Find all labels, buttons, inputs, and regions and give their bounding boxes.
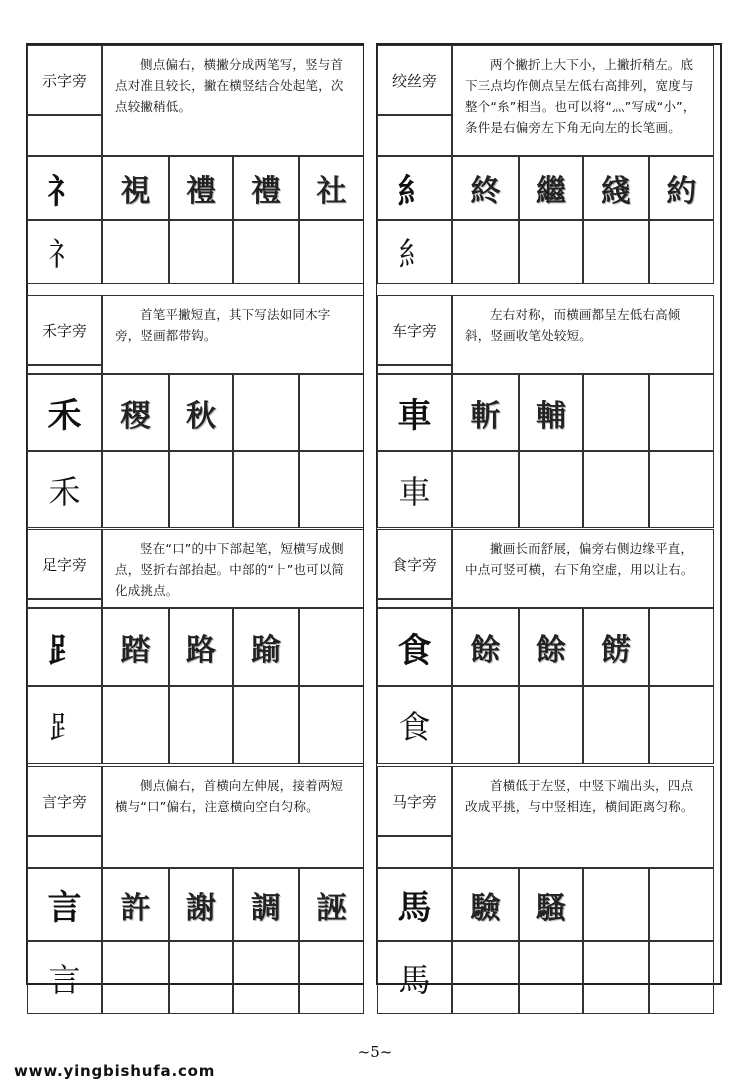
example-char: 餘 — [536, 633, 566, 668]
example-char-cell — [233, 156, 299, 220]
example-char: 踏 — [120, 633, 151, 668]
radical-description: 首笔平撇短直，其下写法如同木字旁，竖画都带钩。 — [102, 295, 364, 374]
radical-large-char: ⻊ — [27, 608, 102, 686]
practice-cell[interactable] — [452, 451, 519, 528]
example-char: 誣 — [316, 890, 347, 926]
radical-large-char: 禾 — [27, 374, 102, 451]
radical-large-char: 糹 — [377, 156, 452, 220]
example-char: 騷 — [536, 890, 566, 926]
practice-cell[interactable] — [649, 941, 714, 1014]
radical-large-char: 馬 — [377, 868, 452, 941]
example-char-cell — [649, 868, 714, 941]
practice-cell[interactable] — [233, 220, 299, 284]
practice-cell[interactable] — [233, 941, 299, 1014]
example-char-cell — [299, 156, 364, 220]
example-char-cell — [169, 156, 233, 220]
example-char: 稷 — [120, 398, 151, 434]
example-char-cell — [452, 156, 519, 220]
practice-cell[interactable] — [169, 451, 233, 528]
practice-cell[interactable] — [169, 686, 233, 764]
example-char: 許 — [120, 890, 151, 926]
radical-large-char: 言 — [27, 868, 102, 941]
practice-cell[interactable] — [169, 941, 233, 1014]
example-char: 綫 — [601, 174, 631, 209]
practice-cell[interactable] — [519, 941, 583, 1014]
example-char-cell — [452, 868, 519, 941]
practice-cell[interactable] — [169, 220, 233, 284]
example-char-cell — [583, 156, 649, 220]
practice-cell[interactable] — [649, 220, 714, 284]
radical-large-char: 礻 — [27, 156, 102, 220]
example-char: 斬 — [470, 398, 501, 434]
example-char: 終 — [470, 174, 501, 209]
radical-name-spacer — [377, 599, 452, 608]
example-char: 路 — [186, 633, 216, 668]
practice-cell[interactable] — [233, 686, 299, 764]
center-gutter — [363, 43, 377, 985]
practice-cell[interactable] — [583, 220, 649, 284]
example-char: 視 — [120, 174, 151, 209]
practice-cell[interactable] — [452, 686, 519, 764]
page-number: ~5~ — [357, 1043, 393, 1061]
example-char-cell — [233, 608, 299, 686]
radical-name-spacer — [27, 115, 102, 156]
example-char: 餘 — [470, 633, 501, 668]
example-char: 社 — [316, 174, 347, 209]
radical-name-spacer — [27, 365, 102, 374]
radical-practice-char: 糹 — [377, 220, 452, 284]
radical-practice-char: 車 — [377, 451, 452, 528]
radical-practice-char: 馬 — [377, 941, 452, 1014]
example-char: 謝 — [186, 890, 216, 926]
example-char: 秋 — [186, 398, 216, 434]
practice-cell[interactable] — [299, 941, 364, 1014]
radical-name: 食字旁 — [377, 529, 452, 599]
example-char-cell — [519, 374, 583, 451]
radical-name-spacer — [377, 836, 452, 868]
example-char-cell — [649, 374, 714, 451]
example-char-cell — [649, 608, 714, 686]
example-char-cell — [519, 156, 583, 220]
practice-cell[interactable] — [583, 686, 649, 764]
radical-practice-char: ⻊ — [27, 686, 102, 764]
radical-name: 绞丝旁 — [377, 45, 452, 115]
radical-name: 足字旁 — [27, 529, 102, 599]
radical-name: 马字旁 — [377, 766, 452, 836]
example-char: 調 — [251, 890, 281, 926]
practice-cell[interactable] — [452, 220, 519, 284]
practice-cell[interactable] — [519, 220, 583, 284]
radical-name: 车字旁 — [377, 295, 452, 365]
example-char-cell — [169, 374, 233, 451]
example-char-cell — [299, 868, 364, 941]
example-char-cell — [519, 868, 583, 941]
practice-cell[interactable] — [649, 451, 714, 528]
radical-practice-char: 食 — [377, 686, 452, 764]
radical-name-spacer — [377, 115, 452, 156]
radical-name-spacer — [27, 836, 102, 868]
example-char-cell — [169, 608, 233, 686]
radical-name: 禾字旁 — [27, 295, 102, 365]
radical-practice-char: 礻 — [27, 220, 102, 284]
practice-cell[interactable] — [299, 686, 364, 764]
radical-name: 示字旁 — [27, 45, 102, 115]
example-char: 禮 — [251, 174, 281, 209]
example-char-cell — [519, 608, 583, 686]
practice-cell[interactable] — [102, 941, 169, 1014]
example-char: 餝 — [601, 633, 631, 668]
example-char: 輔 — [536, 398, 566, 434]
website-url: www.yingbishufa.com — [14, 1062, 216, 1080]
practice-cell[interactable] — [102, 220, 169, 284]
example-char-cell — [102, 156, 169, 220]
example-char-cell — [102, 374, 169, 451]
radical-name: 言字旁 — [27, 766, 102, 836]
example-char-cell — [299, 608, 364, 686]
example-char: 約 — [666, 174, 697, 209]
radical-description: 侧点偏右，首横向左伸展，接着两短横与“口”偏右，注意横向空白匀称。 — [102, 766, 364, 868]
example-char-cell — [102, 868, 169, 941]
example-char-cell — [169, 868, 233, 941]
radical-description: 竖在“口”的中下部起笔，短横写成侧点，竖折右部抬起。中部的“⺊”也可以简化成挑点。 — [102, 529, 364, 608]
example-char: 踰 — [251, 633, 281, 668]
practice-cell[interactable] — [452, 941, 519, 1014]
radical-description: 左右对称，而横画都呈左低右高倾斜，竖画收笔处较短。 — [452, 295, 714, 374]
example-char-cell — [233, 374, 299, 451]
radical-practice-char: 言 — [27, 941, 102, 1014]
practice-cell[interactable] — [519, 451, 583, 528]
example-char-cell — [583, 608, 649, 686]
example-char-cell — [102, 608, 169, 686]
example-char: 驗 — [470, 890, 501, 926]
radical-name-spacer — [377, 365, 452, 374]
example-char-cell — [233, 868, 299, 941]
radical-large-char: 食 — [377, 608, 452, 686]
radical-description: 两个撇折上大下小，上撇折稍左。底下三点均作侧点呈左低右高排列，宽度与整个“糸”相当。也可以将“灬”写成“小”，条件是右偏旁左下角无向左的长笔画。 — [452, 45, 714, 156]
example-char-cell — [649, 156, 714, 220]
radical-practice-char: 禾 — [27, 451, 102, 528]
practice-cell[interactable] — [649, 686, 714, 764]
practice-cell[interactable] — [233, 451, 299, 528]
practice-cell[interactable] — [583, 451, 649, 528]
example-char-cell — [299, 374, 364, 451]
radical-description: 撇画长而舒展，偏旁右侧边缘平直，中点可竖可横，右下角空虚，用以让右。 — [452, 529, 714, 608]
practice-cell[interactable] — [519, 686, 583, 764]
example-char: 繼 — [536, 174, 566, 209]
example-char-cell — [583, 868, 649, 941]
practice-cell[interactable] — [583, 941, 649, 1014]
practice-cell[interactable] — [102, 686, 169, 764]
practice-cell[interactable] — [299, 220, 364, 284]
example-char: 禮 — [186, 174, 216, 209]
example-char-cell — [452, 608, 519, 686]
radical-name-spacer — [27, 599, 102, 608]
radical-large-char: 車 — [377, 374, 452, 451]
radical-description: 侧点偏右，横撇分成两笔写，竖与首点对准且较长，撇在横竖结合处起笔，次点较撇稍低。 — [102, 45, 364, 156]
practice-cell[interactable] — [102, 451, 169, 528]
example-char-cell — [583, 374, 649, 451]
practice-cell[interactable] — [299, 451, 364, 528]
radical-description: 首横低于左竖，中竖下端出头，四点改成平挑，与中竖相连，横间距离匀称。 — [452, 766, 714, 868]
example-char-cell — [452, 374, 519, 451]
